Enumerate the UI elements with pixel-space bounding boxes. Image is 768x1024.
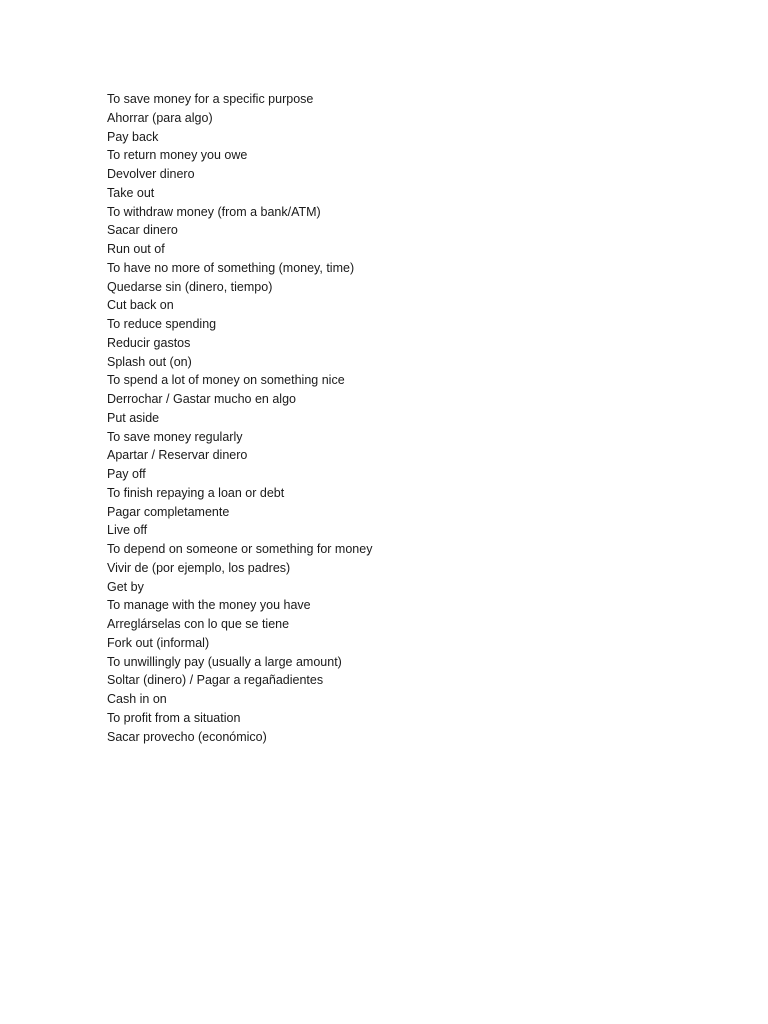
list-line: Vivir de (por ejemplo, los padres) bbox=[107, 560, 291, 575]
list-line: Get by bbox=[107, 579, 144, 594]
list-line: Ahorrar (para algo) bbox=[107, 110, 213, 125]
list-line: Cash in on bbox=[107, 692, 167, 706]
list-line: To profit from a situation bbox=[107, 710, 241, 725]
list-line: Take out bbox=[107, 185, 155, 200]
list-line: To spend a lot of money on something nice bbox=[107, 373, 345, 388]
list-line: To manage with the money you have bbox=[107, 598, 311, 613]
vocabulary-list bbox=[107, 90, 707, 746]
list-line: To save money for a specific purpose bbox=[107, 92, 314, 106]
list-line: Sacar dinero bbox=[107, 223, 178, 238]
list-line: Apartar / Reservar dinero bbox=[107, 448, 248, 463]
list-line: Reducir gastos bbox=[107, 335, 191, 350]
list-line: Arreglárselas con lo que se tiene bbox=[107, 617, 290, 631]
list-line: Put aside bbox=[107, 410, 160, 425]
list-line: Cut back on bbox=[107, 298, 174, 313]
list-line: Sacar provecho (económico) bbox=[107, 729, 267, 744]
list-line: Run out of bbox=[107, 242, 165, 256]
list-line: Pay back bbox=[107, 129, 159, 144]
list-line: Soltar (dinero) / Pagar a regañadientes bbox=[107, 673, 324, 688]
list-line: Quedarse sin (dinero, tiempo) bbox=[107, 279, 273, 294]
list-line: To return money you owe bbox=[107, 148, 248, 163]
list-line: Pagar completamente bbox=[107, 504, 230, 519]
list-line: To have no more of something (money, time) bbox=[107, 260, 355, 275]
list-line: To depend on someone or something for money bbox=[107, 542, 373, 556]
list-line: Pay off bbox=[107, 467, 146, 481]
list-line: To unwillingly pay (usually a large amount) bbox=[107, 654, 342, 669]
list-line: Splash out (on) bbox=[107, 354, 192, 369]
list-line: Fork out (informal) bbox=[107, 635, 210, 650]
list-line: Devolver dinero bbox=[107, 167, 195, 181]
list-line: To withdraw money (from a bank/ATM) bbox=[107, 204, 321, 219]
list-line: To reduce spending bbox=[107, 317, 217, 331]
list-line: Derrochar / Gastar mucho en algo bbox=[107, 392, 296, 406]
list-line: Live off bbox=[107, 523, 148, 538]
list-line: To finish repaying a loan or debt bbox=[107, 485, 285, 500]
list-line: To save money regularly bbox=[107, 429, 243, 444]
